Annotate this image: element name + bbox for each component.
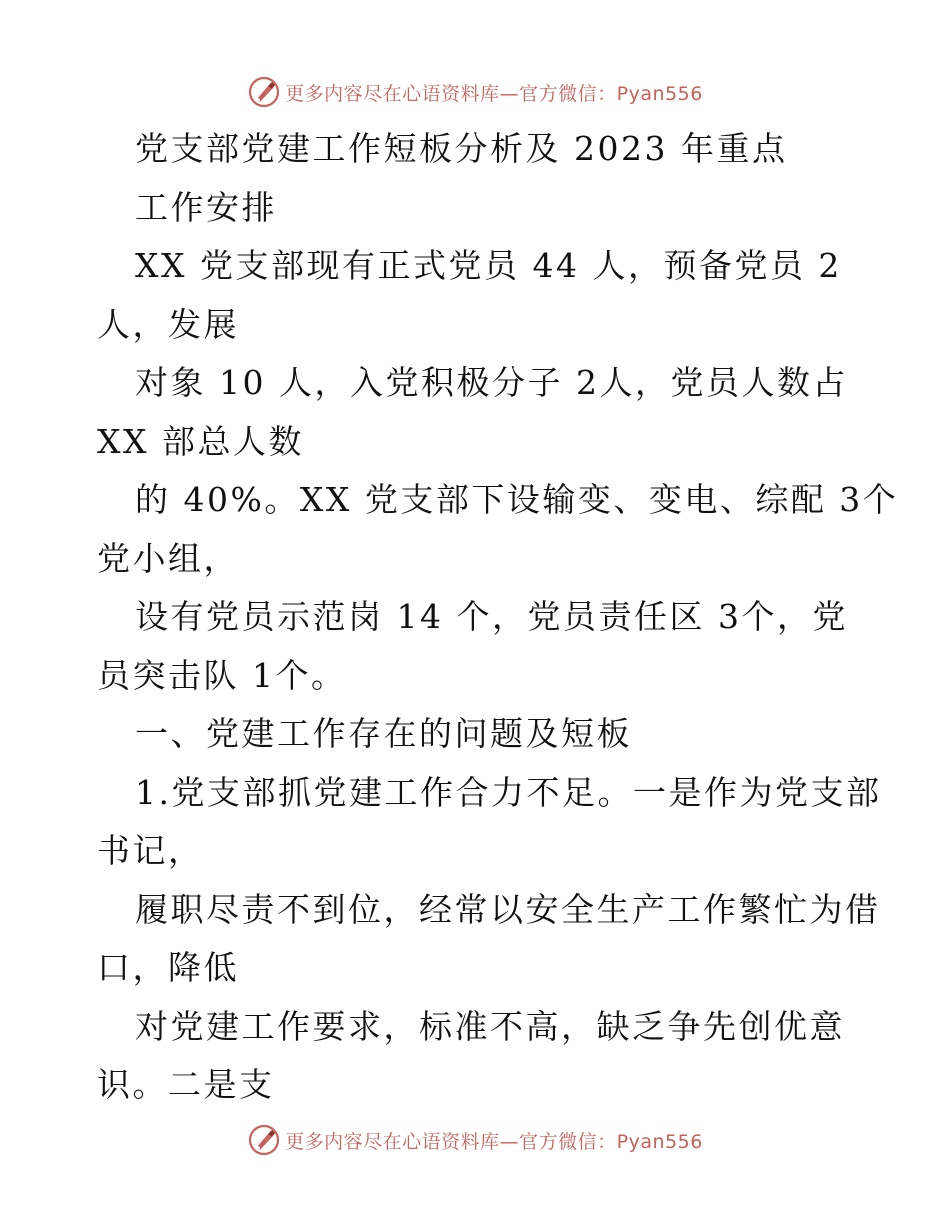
text-line: 履职尽责不到位，经常以安全生产工作繁忙为借 [135, 889, 881, 929]
text-line: 的 40%。XX 党支部下设输变、变电、综配 3个 [135, 480, 899, 519]
text-line: 工作安排 [135, 187, 277, 227]
text-line: 识。二是支 [97, 1065, 275, 1104]
pen-logo-icon [247, 75, 281, 109]
watermark-footer [0, 1120, 950, 1160]
text-line: 党支部党建工作短板分析及 2023 年重点 [135, 129, 788, 168]
watermark-text: 更多内容尽在心语资料库—官方微信：Pyan556 [285, 1130, 703, 1153]
document-body [97, 120, 899, 1115]
text-line: 书记， [97, 831, 204, 870]
text-line: 员突击队 1个。 [97, 655, 347, 695]
watermark-header [0, 72, 950, 112]
watermark-text: 更多内容尽在心语资料库—官方微信：Pyan556 [285, 82, 703, 105]
text-line: 设有党员示范岗 14 个，党员责任区 3个，党 [135, 597, 848, 636]
text-line: 一、党建工作存在的问题及短板 [135, 714, 632, 753]
text-line: 对党建工作要求，标准不高，缺乏争先创优意 [135, 1006, 845, 1046]
pen-logo-icon [247, 1123, 281, 1157]
text-line: 人，发展 [97, 304, 239, 344]
text-line: 对象 10 人，入党积极分子 2人，党员人数占 [135, 363, 848, 402]
text-line: 党小组， [97, 538, 239, 578]
text-line: XX 党支部现有正式党员 44 人，预备党员 2 [135, 246, 842, 285]
text-line: 1.党支部抓党建工作合力不足。一是作为党支部 [135, 772, 882, 812]
text-line: XX 部总人数 [97, 421, 304, 461]
text-line: 口，降低 [97, 948, 239, 987]
